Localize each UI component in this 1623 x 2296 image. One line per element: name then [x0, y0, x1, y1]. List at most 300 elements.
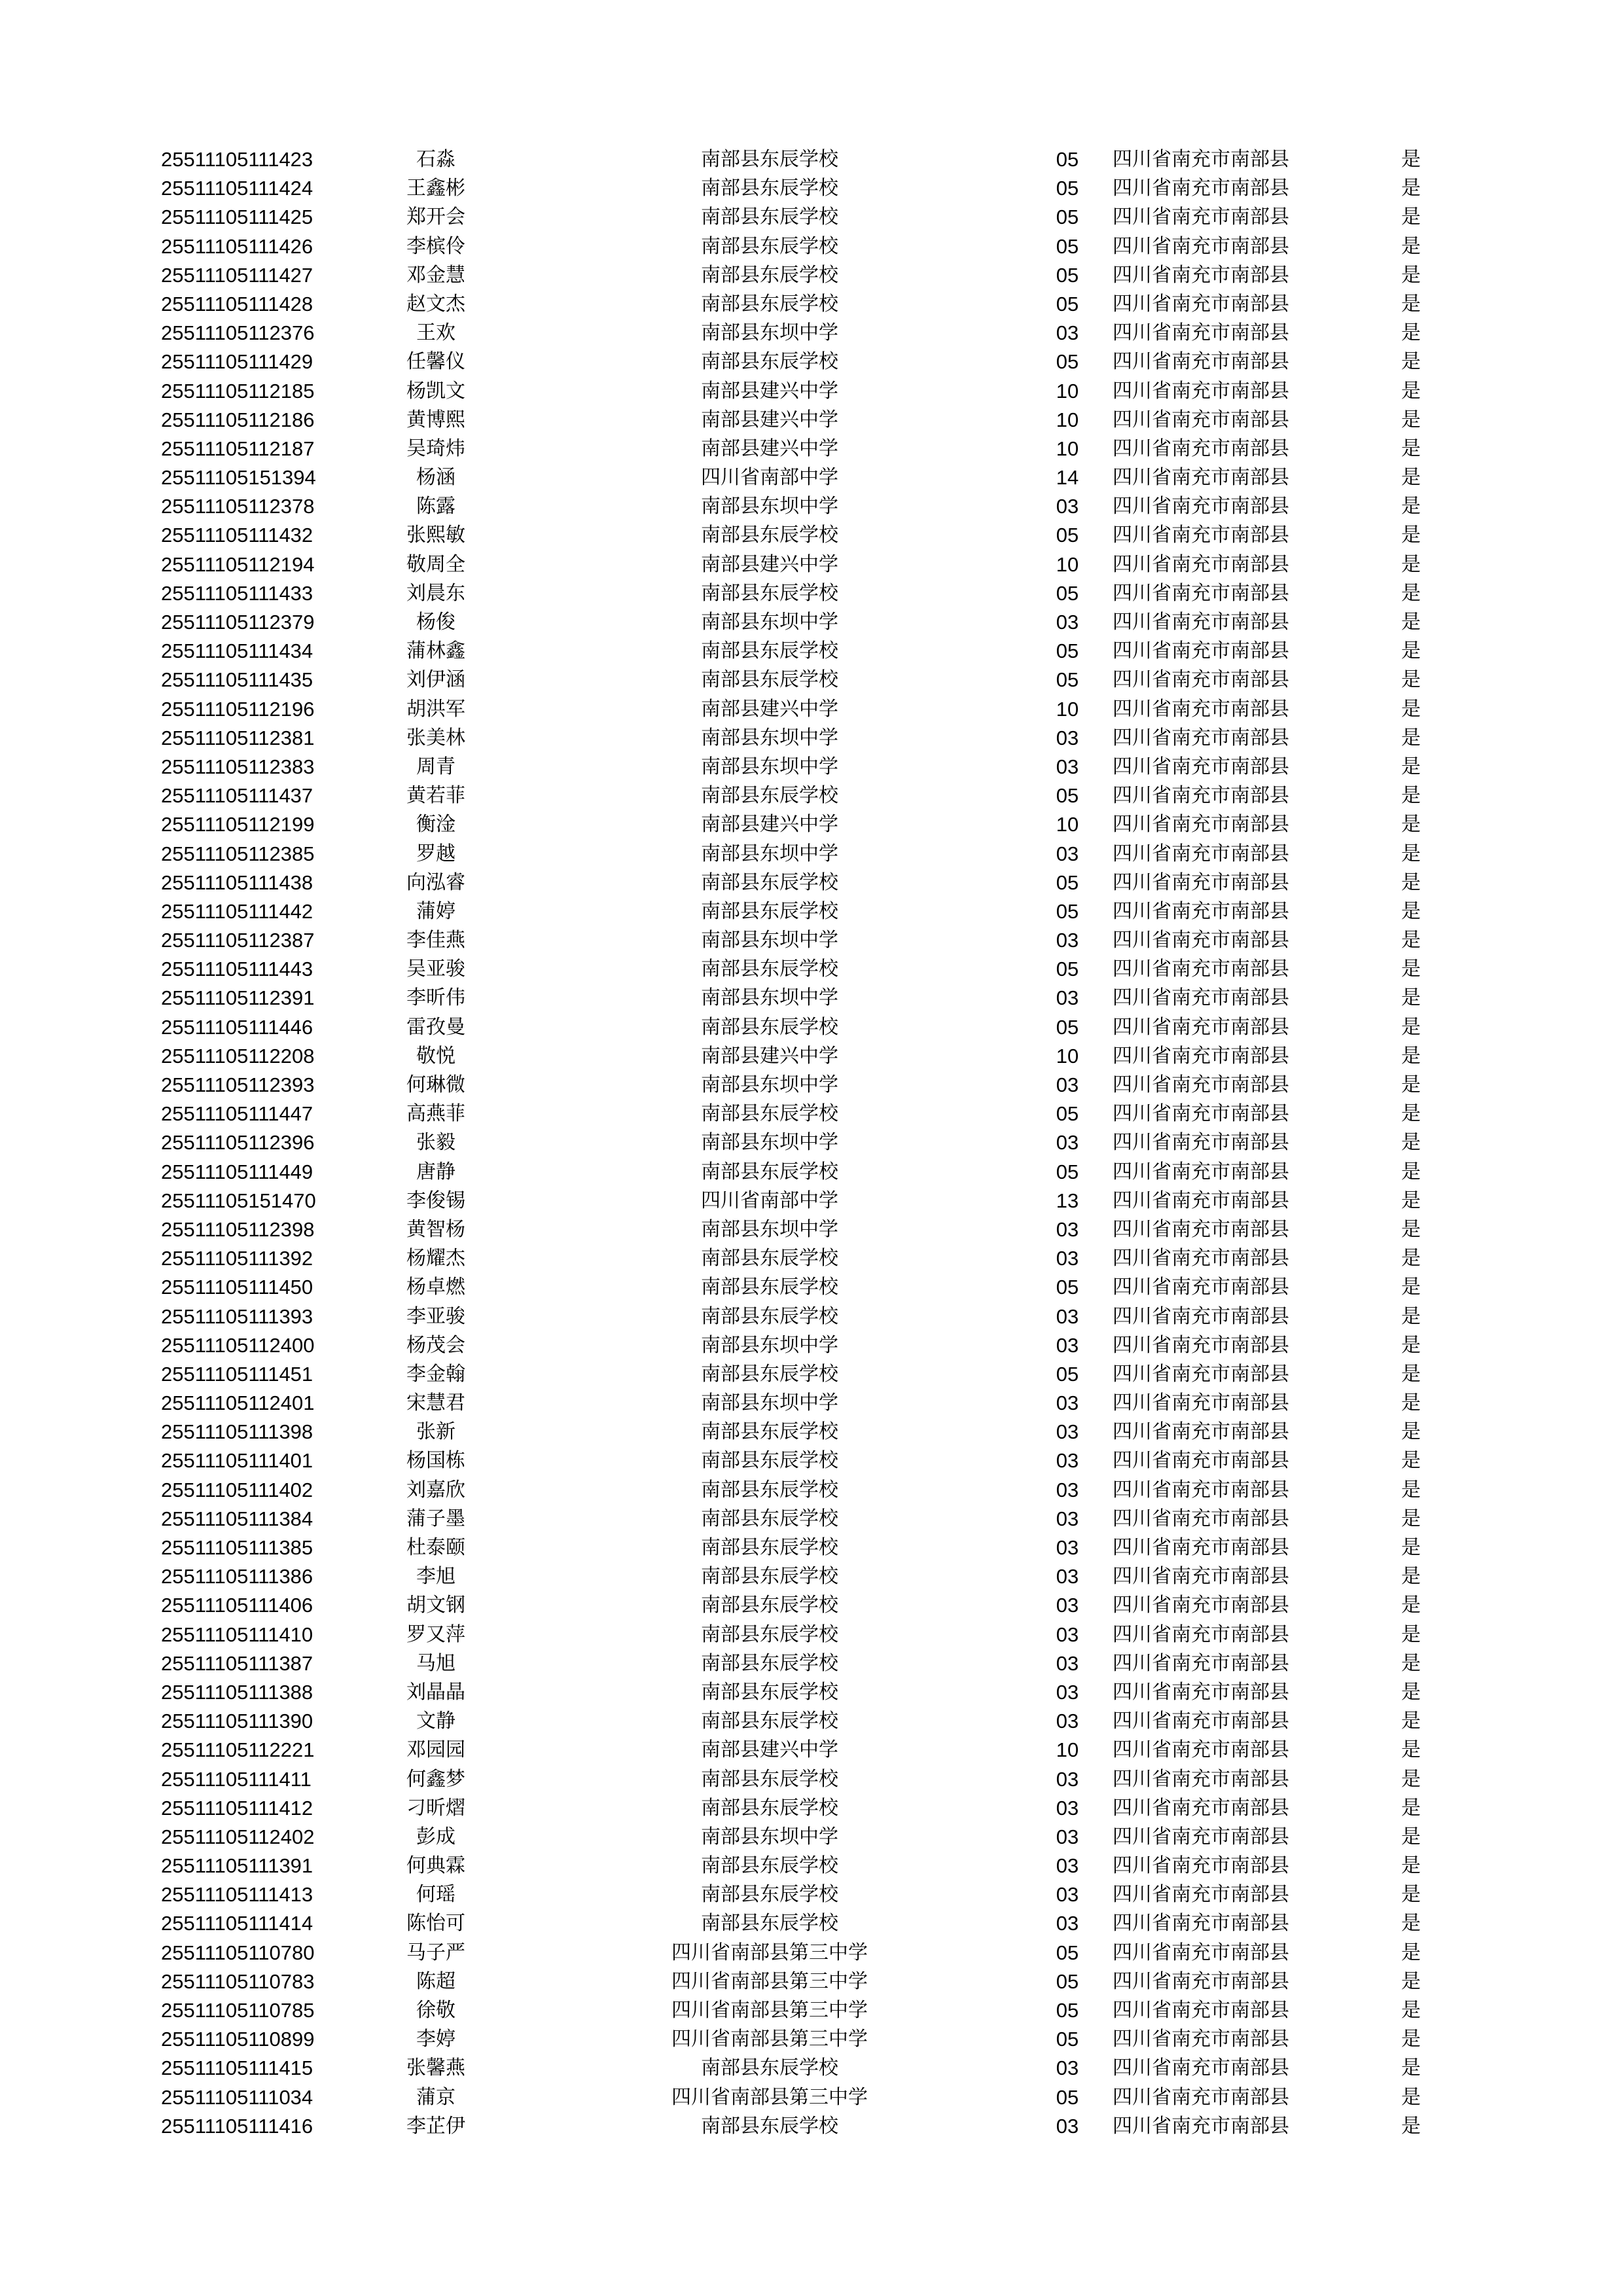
school-name: 南部县东辰学校 — [701, 784, 838, 808]
student-name: 雷孜曼 — [406, 1015, 465, 1039]
student-name: 杜泰颐 — [406, 1536, 465, 1559]
class-code: 05 — [1056, 639, 1079, 663]
status-flag: 是 — [1401, 552, 1421, 576]
student-name: 黄博熙 — [406, 408, 465, 431]
table-row — [161, 1418, 1470, 1446]
school-name: 南部县东辰学校 — [701, 1304, 838, 1328]
region: 四川省南充市南部县 — [1113, 1131, 1289, 1155]
student-id: 25511105110899 — [161, 2028, 315, 2051]
table-row — [161, 1939, 1470, 1967]
status-flag: 是 — [1401, 1420, 1421, 1444]
student-name: 王鑫彬 — [406, 177, 465, 200]
table-row — [161, 1128, 1470, 1157]
table-row — [161, 1360, 1470, 1389]
class-code: 05 — [1056, 148, 1079, 171]
student-id: 25511105112378 — [161, 495, 315, 518]
status-flag: 是 — [1401, 2028, 1421, 2051]
status-flag: 是 — [1401, 899, 1421, 923]
school-name: 南部县建兴中学 — [701, 408, 838, 431]
school-name: 南部县东辰学校 — [701, 234, 838, 258]
student-name: 衡淦 — [416, 813, 455, 836]
student-name: 周青 — [416, 755, 455, 778]
class-code: 03 — [1056, 1131, 1079, 1155]
class-code: 03 — [1056, 1854, 1079, 1878]
class-code: 03 — [1056, 1825, 1079, 1848]
table-row — [161, 174, 1470, 203]
table-row — [161, 695, 1470, 724]
region: 四川省南充市南部县 — [1113, 2085, 1289, 2109]
student-id: 25511105111429 — [161, 350, 313, 374]
region: 四川省南充市南部县 — [1113, 958, 1289, 981]
class-code: 05 — [1056, 1160, 1079, 1183]
class-code: 03 — [1056, 1651, 1079, 1675]
student-name: 任馨仪 — [406, 350, 465, 374]
student-id: 25511105111424 — [161, 177, 313, 200]
class-code: 03 — [1056, 1391, 1079, 1415]
status-flag: 是 — [1401, 1217, 1421, 1241]
table-row — [161, 1765, 1470, 1794]
school-name: 南部县东辰学校 — [701, 2056, 838, 2080]
region: 四川省南充市南部县 — [1113, 1333, 1289, 1357]
student-name: 张美林 — [406, 726, 465, 749]
class-code: 03 — [1056, 1565, 1079, 1588]
class-code: 05 — [1056, 263, 1079, 287]
class-code: 05 — [1056, 1102, 1079, 1126]
student-name: 李芷伊 — [406, 2114, 465, 2138]
school-name: 南部县建兴中学 — [701, 379, 838, 403]
class-code: 03 — [1056, 726, 1079, 749]
student-name: 何琳微 — [406, 1073, 465, 1096]
region: 四川省南充市南部县 — [1113, 1883, 1289, 1907]
table-row — [161, 810, 1470, 839]
school-name: 南部县东辰学校 — [701, 524, 838, 547]
table-row — [161, 377, 1470, 406]
student-name: 唐静 — [416, 1160, 455, 1183]
student-id: 25511105112185 — [161, 379, 315, 403]
region: 四川省南充市南部县 — [1113, 1391, 1289, 1415]
student-name: 蒲子墨 — [406, 1507, 465, 1530]
region: 四川省南充市南部县 — [1113, 379, 1289, 403]
school-name: 四川省南部县第三中学 — [671, 2028, 868, 2051]
class-code: 03 — [1056, 495, 1079, 518]
student-name: 敬周全 — [406, 552, 465, 576]
school-name: 南部县建兴中学 — [701, 1738, 838, 1762]
region: 四川省南充市南部县 — [1113, 697, 1289, 721]
student-id: 25511105112401 — [161, 1391, 315, 1415]
status-flag: 是 — [1401, 784, 1421, 808]
student-id: 25511105112221 — [161, 1738, 315, 1762]
status-flag: 是 — [1401, 1449, 1421, 1473]
student-name: 张毅 — [416, 1131, 455, 1155]
school-name: 南部县东辰学校 — [701, 2114, 838, 2138]
table-row — [161, 1302, 1470, 1331]
region: 四川省南充市南部县 — [1113, 1507, 1289, 1530]
student-name: 蒲林鑫 — [406, 639, 465, 663]
table-row — [161, 926, 1470, 955]
student-id: 25511105151394 — [161, 466, 316, 490]
region: 四川省南充市南部县 — [1113, 870, 1289, 894]
table-row — [161, 781, 1470, 810]
status-flag: 是 — [1401, 1189, 1421, 1212]
region: 四川省南充市南部县 — [1113, 437, 1289, 460]
status-flag: 是 — [1401, 1710, 1421, 1733]
region: 四川省南充市南部县 — [1113, 581, 1289, 605]
table-row — [161, 492, 1470, 521]
student-id: 25511105112396 — [161, 1131, 315, 1155]
student-id: 25511105111427 — [161, 263, 313, 287]
student-name: 刘晶晶 — [406, 1680, 465, 1704]
table-row — [161, 1389, 1470, 1418]
student-id: 25511105111384 — [161, 1507, 313, 1530]
region: 四川省南充市南部县 — [1113, 726, 1289, 749]
status-flag: 是 — [1401, 1391, 1421, 1415]
table-row — [161, 1215, 1470, 1244]
status-flag: 是 — [1401, 321, 1421, 345]
class-code: 03 — [1056, 842, 1079, 865]
student-name: 赵文杰 — [406, 292, 465, 315]
class-code: 10 — [1056, 813, 1079, 836]
school-name: 南部县东辰学校 — [701, 1565, 838, 1588]
table-row — [161, 1996, 1470, 2025]
status-flag: 是 — [1401, 1160, 1421, 1183]
school-name: 南部县东辰学校 — [701, 1478, 838, 1501]
table-row — [161, 1244, 1470, 1273]
table-row — [161, 1707, 1470, 1736]
student-name: 何鑫梦 — [406, 1767, 465, 1791]
status-flag: 是 — [1401, 1912, 1421, 1935]
region: 四川省南充市南部县 — [1113, 1854, 1289, 1878]
class-code: 05 — [1056, 1999, 1079, 2022]
student-name: 罗越 — [416, 842, 455, 865]
student-id: 25511105112376 — [161, 321, 315, 345]
table-row — [161, 1678, 1470, 1707]
status-flag: 是 — [1401, 1131, 1421, 1155]
region: 四川省南充市南部县 — [1113, 1276, 1289, 1299]
region: 四川省南充市南部县 — [1113, 234, 1289, 258]
table-row — [161, 608, 1470, 637]
status-flag: 是 — [1401, 1738, 1421, 1762]
status-flag: 是 — [1401, 495, 1421, 518]
school-name: 南部县东辰学校 — [701, 1449, 838, 1473]
student-id: 25511105111442 — [161, 899, 313, 923]
student-id: 25511105111437 — [161, 784, 313, 808]
student-id: 25511105111401 — [161, 1449, 313, 1473]
student-id: 25511105112385 — [161, 842, 315, 865]
region: 四川省南充市南部县 — [1113, 2056, 1289, 2080]
region: 四川省南充市南部县 — [1113, 1044, 1289, 1067]
school-name: 南部县东辰学校 — [701, 1362, 838, 1386]
class-code: 05 — [1056, 2028, 1079, 2051]
status-flag: 是 — [1401, 350, 1421, 374]
class-code: 03 — [1056, 1333, 1079, 1357]
status-flag: 是 — [1401, 2056, 1421, 2080]
table-row — [161, 1621, 1470, 1649]
school-name: 四川省南部县第三中学 — [671, 1999, 868, 2022]
table-row — [161, 1505, 1470, 1534]
student-name: 文静 — [416, 1710, 455, 1733]
table-row — [161, 1591, 1470, 1620]
status-flag: 是 — [1401, 1102, 1421, 1126]
student-name: 杨卓燃 — [406, 1276, 465, 1299]
student-id: 25511105111450 — [161, 1276, 313, 1299]
table-row — [161, 1100, 1470, 1128]
school-name: 南部县东辰学校 — [701, 1420, 838, 1444]
region: 四川省南充市南部县 — [1113, 2028, 1289, 2051]
student-id: 25511105112398 — [161, 1217, 315, 1241]
region: 四川省南充市南部县 — [1113, 1073, 1289, 1096]
school-name: 南部县东坝中学 — [701, 1131, 838, 1155]
student-name: 徐敬 — [416, 1999, 455, 2022]
class-code: 03 — [1056, 1767, 1079, 1791]
class-code: 05 — [1056, 2085, 1079, 2109]
region: 四川省南充市南部县 — [1113, 1449, 1289, 1473]
school-name: 南部县东坝中学 — [701, 495, 838, 518]
status-flag: 是 — [1401, 437, 1421, 460]
table-row — [161, 1736, 1470, 1765]
region: 四川省南充市南部县 — [1113, 1189, 1289, 1212]
school-name: 南部县东辰学校 — [701, 1854, 838, 1878]
table-row — [161, 897, 1470, 926]
region: 四川省南充市南部县 — [1113, 2114, 1289, 2138]
school-name: 南部县东辰学校 — [701, 1015, 838, 1039]
region: 四川省南充市南部县 — [1113, 929, 1289, 952]
student-id: 25511105112194 — [161, 552, 315, 576]
school-name: 四川省南部县第三中学 — [671, 1969, 868, 1993]
status-flag: 是 — [1401, 148, 1421, 171]
region: 四川省南充市南部县 — [1113, 466, 1289, 490]
student-name: 郑开会 — [406, 206, 465, 229]
student-id: 25511105111425 — [161, 206, 313, 229]
class-code: 05 — [1056, 870, 1079, 894]
school-name: 南部县东坝中学 — [701, 986, 838, 1010]
class-code: 03 — [1056, 1247, 1079, 1270]
school-name: 南部县东辰学校 — [701, 350, 838, 374]
student-id: 25511105112393 — [161, 1073, 315, 1096]
table-row — [161, 666, 1470, 694]
class-code: 10 — [1056, 437, 1079, 460]
student-id: 25511105111393 — [161, 1304, 313, 1328]
status-flag: 是 — [1401, 263, 1421, 287]
student-name: 李金翰 — [406, 1362, 465, 1386]
class-code: 05 — [1056, 1015, 1079, 1039]
status-flag: 是 — [1401, 1276, 1421, 1299]
status-flag: 是 — [1401, 177, 1421, 200]
status-flag: 是 — [1401, 1247, 1421, 1270]
table-row — [161, 1852, 1470, 1880]
student-name: 李佳燕 — [406, 929, 465, 952]
status-flag: 是 — [1401, 292, 1421, 315]
region: 四川省南充市南部县 — [1113, 813, 1289, 836]
student-name: 罗又萍 — [406, 1623, 465, 1646]
class-code: 10 — [1056, 379, 1079, 403]
student-id: 25511105112387 — [161, 929, 315, 952]
table-row — [161, 435, 1470, 463]
school-name: 南部县东辰学校 — [701, 1912, 838, 1935]
region: 四川省南充市南部县 — [1113, 1912, 1289, 1935]
student-name: 李旭 — [416, 1565, 455, 1588]
region: 四川省南充市南部县 — [1113, 1941, 1289, 1964]
status-flag: 是 — [1401, 1623, 1421, 1646]
school-name: 南部县东辰学校 — [701, 581, 838, 605]
school-name: 南部县东辰学校 — [701, 1594, 838, 1617]
class-code: 03 — [1056, 929, 1079, 952]
student-name: 李昕伟 — [406, 986, 465, 1010]
status-flag: 是 — [1401, 842, 1421, 865]
student-name: 王欢 — [416, 321, 455, 345]
table-row — [161, 1071, 1470, 1100]
region: 四川省南充市南部县 — [1113, 1623, 1289, 1646]
student-id: 25511105111385 — [161, 1536, 313, 1559]
student-id: 25511105112379 — [161, 611, 315, 634]
student-id: 25511105111447 — [161, 1102, 313, 1126]
class-code: 05 — [1056, 524, 1079, 547]
school-name: 南部县建兴中学 — [701, 697, 838, 721]
class-code: 05 — [1056, 1969, 1079, 1993]
student-name: 刘晨东 — [406, 581, 465, 605]
class-code: 05 — [1056, 668, 1079, 692]
school-name: 南部县东坝中学 — [701, 321, 838, 345]
status-flag: 是 — [1401, 1565, 1421, 1588]
status-flag: 是 — [1401, 1883, 1421, 1907]
table-row — [161, 290, 1470, 319]
table-row — [161, 1158, 1470, 1187]
student-id: 25511105111387 — [161, 1651, 313, 1675]
student-name: 李槟伶 — [406, 234, 465, 258]
student-name: 陈怡可 — [406, 1912, 465, 1935]
status-flag: 是 — [1401, 1999, 1421, 2022]
school-name: 南部县东辰学校 — [701, 1507, 838, 1530]
class-code: 03 — [1056, 1680, 1079, 1704]
region: 四川省南充市南部县 — [1113, 668, 1289, 692]
class-code: 03 — [1056, 1420, 1079, 1444]
student-name: 吴亚骏 — [406, 958, 465, 981]
school-name: 南部县东坝中学 — [701, 1217, 838, 1241]
status-flag: 是 — [1401, 1507, 1421, 1530]
status-flag: 是 — [1401, 1362, 1421, 1386]
table-row — [161, 955, 1470, 984]
table-row — [161, 2112, 1470, 2141]
class-code: 03 — [1056, 1796, 1079, 1820]
region: 四川省南充市南部县 — [1113, 1362, 1289, 1386]
student-name: 彭成 — [416, 1825, 455, 1848]
class-code: 05 — [1056, 292, 1079, 315]
class-code: 05 — [1056, 1362, 1079, 1386]
status-flag: 是 — [1401, 755, 1421, 778]
table-row — [161, 319, 1470, 348]
student-name: 胡洪军 — [406, 697, 465, 721]
table-row — [161, 637, 1470, 666]
status-flag: 是 — [1401, 813, 1421, 836]
school-name: 四川省南部县第三中学 — [671, 1941, 868, 1964]
region: 四川省南充市南部县 — [1113, 1796, 1289, 1820]
status-flag: 是 — [1401, 668, 1421, 692]
school-name: 南部县东辰学校 — [701, 1536, 838, 1559]
student-id: 25511105112187 — [161, 437, 315, 460]
school-name: 四川省南部中学 — [701, 1189, 838, 1212]
region: 四川省南充市南部县 — [1113, 1247, 1289, 1270]
school-name: 南部县东坝中学 — [701, 842, 838, 865]
region: 四川省南充市南部县 — [1113, 1651, 1289, 1675]
class-code: 03 — [1056, 1449, 1079, 1473]
status-flag: 是 — [1401, 986, 1421, 1010]
student-name: 蒲婷 — [416, 899, 455, 923]
region: 四川省南充市南部县 — [1113, 784, 1289, 808]
student-id: 25511105111433 — [161, 581, 313, 605]
school-name: 四川省南部中学 — [701, 466, 838, 490]
table-row — [161, 2083, 1470, 2112]
student-id: 25511105111438 — [161, 870, 313, 894]
school-name: 南部县东辰学校 — [701, 1883, 838, 1907]
student-name: 敬悦 — [416, 1044, 455, 1067]
table-row — [161, 840, 1470, 869]
table-row — [161, 232, 1470, 261]
table-row — [161, 1794, 1470, 1823]
student-id: 25511105112208 — [161, 1044, 315, 1067]
region: 四川省南充市南部县 — [1113, 206, 1289, 229]
class-code: 05 — [1056, 784, 1079, 808]
student-name: 何典霖 — [406, 1854, 465, 1878]
student-id: 25511105111034 — [161, 2085, 313, 2109]
class-code: 10 — [1056, 552, 1079, 576]
table-row — [161, 1187, 1470, 1215]
table-row — [161, 579, 1470, 608]
student-name: 吴琦炜 — [406, 437, 465, 460]
status-flag: 是 — [1401, 611, 1421, 634]
student-name: 张熙敏 — [406, 524, 465, 547]
school-name: 南部县东坝中学 — [701, 726, 838, 749]
student-id: 25511105112186 — [161, 408, 315, 431]
region: 四川省南充市南部县 — [1113, 263, 1289, 287]
region: 四川省南充市南部县 — [1113, 639, 1289, 663]
student-name: 杨凯文 — [406, 379, 465, 403]
region: 四川省南充市南部县 — [1113, 292, 1289, 315]
region: 四川省南充市南部县 — [1113, 148, 1289, 171]
table-row — [161, 724, 1470, 753]
student-id: 25511105110780 — [161, 1941, 315, 1964]
table-row — [161, 1042, 1470, 1071]
class-code: 03 — [1056, 1304, 1079, 1328]
student-id: 25511105151470 — [161, 1189, 316, 1212]
student-id: 25511105111434 — [161, 639, 313, 663]
school-name: 南部县东坝中学 — [701, 755, 838, 778]
school-name: 四川省南部县第三中学 — [671, 2085, 868, 2109]
student-id: 25511105111435 — [161, 668, 313, 692]
region: 四川省南充市南部县 — [1113, 1536, 1289, 1559]
region: 四川省南充市南部县 — [1113, 1217, 1289, 1241]
student-name: 何瑶 — [416, 1883, 455, 1907]
region: 四川省南充市南部县 — [1113, 350, 1289, 374]
region: 四川省南充市南部县 — [1113, 1015, 1289, 1039]
region: 四川省南充市南部县 — [1113, 1102, 1289, 1126]
table-row — [161, 753, 1470, 781]
student-name: 马旭 — [416, 1651, 455, 1675]
student-name: 高燕菲 — [406, 1102, 465, 1126]
region: 四川省南充市南部县 — [1113, 1825, 1289, 1848]
region: 四川省南充市南部县 — [1113, 1680, 1289, 1704]
student-id: 25511105111426 — [161, 234, 313, 258]
student-id: 25511105112196 — [161, 697, 315, 721]
student-name: 陈露 — [416, 495, 455, 518]
status-flag: 是 — [1401, 206, 1421, 229]
region: 四川省南充市南部县 — [1113, 1594, 1289, 1617]
class-code: 03 — [1056, 986, 1079, 1010]
status-flag: 是 — [1401, 1941, 1421, 1964]
school-name: 南部县东辰学校 — [701, 1247, 838, 1270]
student-id: 25511105111432 — [161, 524, 313, 547]
school-name: 南部县东坝中学 — [701, 929, 838, 952]
school-name: 南部县东辰学校 — [701, 263, 838, 287]
status-flag: 是 — [1401, 958, 1421, 981]
